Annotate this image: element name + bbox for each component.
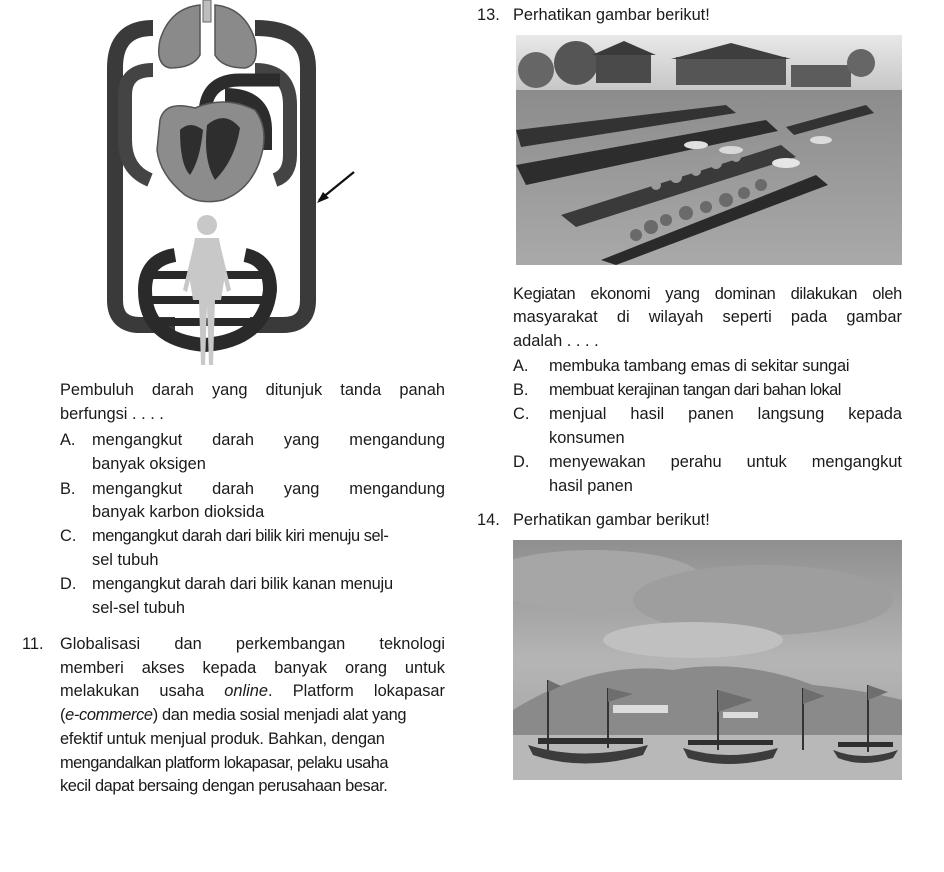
- q10-option-a-letter: A.: [60, 431, 76, 449]
- q11-line-4-pre: (: [60, 706, 66, 724]
- q10-option-a-line-1: mengangkut darah yang mengandung: [92, 431, 445, 449]
- q11-line-3-post: . Platform lokapasar: [268, 682, 445, 700]
- q11-ecommerce-term: e-commerce: [65, 706, 153, 724]
- q13-option-b-letter: B.: [513, 381, 529, 399]
- vessel-upper-loop: [125, 70, 153, 180]
- right-lung: [215, 5, 256, 68]
- trachea: [203, 0, 211, 22]
- q13-option-d-line-2: hasil panen: [549, 477, 633, 495]
- q10-option-d-letter: D.: [60, 575, 77, 593]
- q13-prompt: Perhatikan gambar berikut!: [513, 6, 710, 24]
- q10-option-c-letter: C.: [60, 527, 77, 545]
- q10-option-c-line-2: sel tubuh: [92, 551, 159, 569]
- circulatory-system-diagram: [105, 0, 325, 370]
- floating-market-photo: [516, 35, 902, 265]
- q13-number: 13.: [477, 6, 500, 24]
- q11-online-term: online: [224, 682, 269, 700]
- q13-option-b-line-1: membuat kerajinan tangan dari bahan lokal: [549, 381, 841, 399]
- q11-line-3-pre: melakukan usaha: [60, 682, 225, 700]
- q11-line-7: kecil dapat bersaing dengan perusahaan besar.: [60, 777, 388, 795]
- q11-line-2: memberi akses kepada banyak orang untuk: [60, 659, 445, 677]
- q11-line-3: [60, 680, 445, 704]
- q10-stem-line-1: Pembuluh darah yang ditunjuk tanda panah: [60, 381, 445, 399]
- left-lung: [159, 5, 200, 68]
- fleet-painting-scene: [513, 540, 902, 780]
- q13-option-a-letter: A.: [513, 357, 529, 375]
- q13-stem-line-2: masyarakat di wilayah seperti pada gambar: [513, 308, 902, 326]
- q13-option-c-line-2: konsumen: [549, 429, 625, 447]
- q11-line-4-post: ) dan media sosial menjadi alat yang: [152, 706, 407, 724]
- q14-number: 14.: [477, 511, 500, 529]
- q10-option-d-line-1: mengangkut darah dari bilik kanan menuju: [92, 575, 393, 593]
- q13-option-c-letter: C.: [513, 405, 530, 423]
- q10-option-b-letter: B.: [60, 480, 76, 498]
- arrow-icon: [312, 168, 358, 208]
- q13-option-d-letter: D.: [513, 453, 530, 471]
- q14-prompt: Perhatikan gambar berikut!: [513, 511, 710, 529]
- q10-stem-line-2: berfungsi . . . .: [60, 405, 164, 423]
- q13-stem-line-1: Kegiatan ekonomi yang dominan dilakukan oleh: [513, 285, 902, 303]
- q13-option-d-line-1: menyewakan perahu untuk mengangkut: [549, 453, 902, 471]
- q11-line-5: efektif untuk menjual produk. Bahkan, dengan: [60, 730, 385, 748]
- q13-option-a-line-1: membuka tambang emas di sekitar sungai: [549, 357, 850, 375]
- q10-option-b-line-1: mengangkut darah yang mengandung: [92, 480, 445, 498]
- q13-stem-line-3: adalah . . . .: [513, 332, 599, 350]
- q10-option-c-line-1: mengangkut darah dari bilik kiri menuju sel-: [92, 527, 389, 545]
- q10-option-d-line-2: sel-sel tubuh: [92, 599, 185, 617]
- q11-line-1: Globalisasi dan perkembangan teknologi: [60, 635, 445, 653]
- q13-option-c-line-1: menjual hasil panen langsung kepada: [549, 405, 902, 423]
- floating-market-scene: [516, 35, 902, 265]
- q10-option-b-line-2: banyak karbon dioksida: [92, 503, 265, 521]
- q11-line-6: mengandalkan platform lokapasar, pelaku usaha: [60, 754, 388, 772]
- q10-option-a-line-2: banyak oksigen: [92, 455, 206, 473]
- q11-number: 11.: [22, 635, 44, 653]
- q11-line-4: [60, 704, 406, 728]
- fleet-painting: [513, 540, 902, 780]
